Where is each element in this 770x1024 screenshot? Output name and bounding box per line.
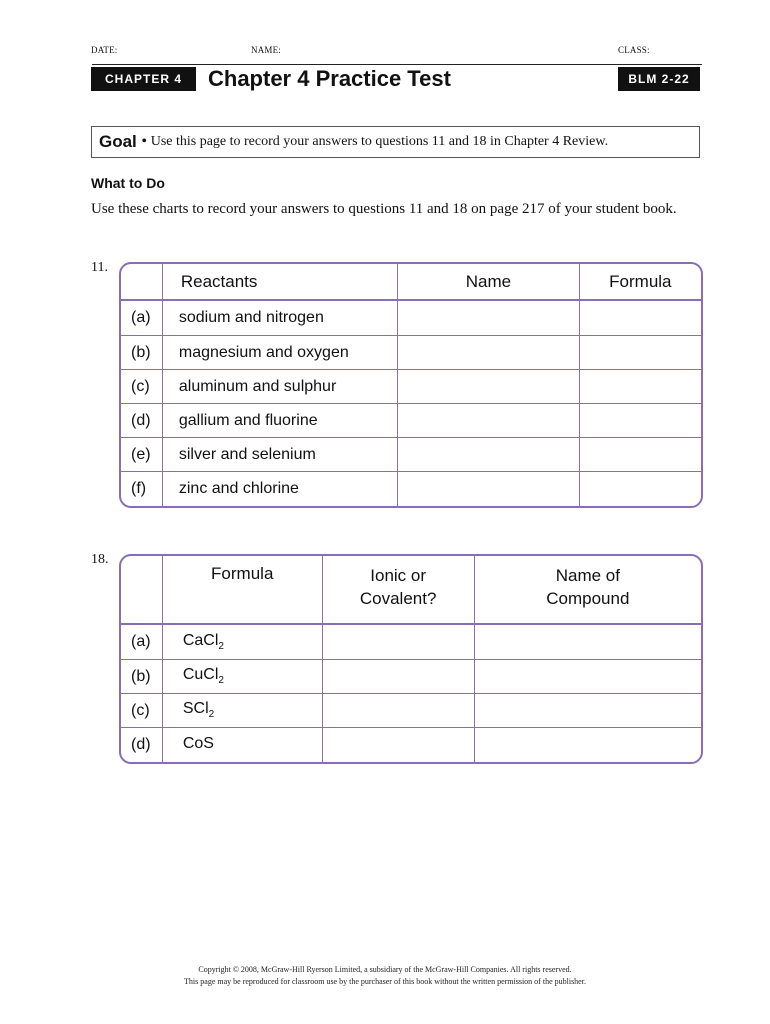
compound-name-answer-cell[interactable] — [475, 660, 701, 694]
blm-tag: BLM 2-22 — [618, 67, 700, 91]
compound-name-answer-cell[interactable] — [475, 625, 701, 660]
row-label: (c) — [121, 370, 163, 404]
formula-text: SCl — [182, 700, 209, 718]
reactants-cell: zinc and chlorine — [163, 472, 398, 506]
reactants-cell: silver and selenium — [163, 438, 398, 472]
formula-answer-cell[interactable] — [580, 404, 701, 438]
formula-subscript: 2 — [208, 709, 215, 721]
permission-line: This page may be reproduced for classroom use by the purchaser of this book without the written permission of the publisher. — [184, 977, 586, 986]
header-rule — [92, 64, 702, 65]
name-answer-cell[interactable] — [398, 336, 579, 370]
formula-text: CuCl — [182, 666, 219, 684]
name-label: NAME: — [251, 45, 281, 55]
row-label: (e) — [121, 438, 163, 472]
table-row — [121, 438, 701, 472]
goal-label: Goal — [99, 132, 137, 151]
formula-cell — [163, 660, 323, 694]
formula-answer-cell[interactable] — [580, 472, 701, 506]
formula-text: CoS — [182, 734, 214, 752]
goal-text: Use this page to record your answers to questions 11 and 18 in Chapter 4 Review. — [150, 134, 609, 149]
page-title: Chapter 4 Practice Test — [208, 66, 451, 91]
row-label: (a) — [121, 301, 163, 336]
table-row — [121, 728, 701, 762]
reactants-cell: sodium and nitrogen — [163, 301, 398, 336]
ionic-or-covalent-header — [323, 556, 475, 625]
reactants-cell: magnesium and oxygen — [163, 336, 398, 370]
goal-box — [91, 126, 700, 158]
question-18-table — [119, 554, 703, 764]
name-answer-cell[interactable] — [398, 370, 579, 404]
table-row — [121, 370, 701, 404]
formula-answer-cell[interactable] — [580, 301, 701, 336]
formula-answer-cell[interactable] — [580, 370, 701, 404]
ionic-covalent-answer-cell[interactable] — [323, 625, 475, 660]
goal-bullet: • — [141, 134, 147, 149]
reactants-header: Reactants — [163, 264, 398, 301]
what-to-do-heading: What to Do — [91, 175, 165, 191]
table-row — [121, 625, 701, 660]
ionic-or-covalent-header-text: Ionic or Covalent? — [359, 566, 437, 608]
formula-subscript: 2 — [218, 641, 224, 653]
name-of-compound-header — [475, 556, 701, 625]
row-label: (b) — [121, 336, 163, 370]
table-row — [121, 404, 701, 438]
name-answer-cell[interactable] — [398, 472, 579, 506]
formula-header: Formula — [580, 264, 701, 301]
name-header: Name — [398, 264, 579, 301]
row-label: (c) — [121, 694, 163, 728]
ionic-covalent-answer-cell[interactable] — [323, 660, 475, 694]
row-label: (f) — [121, 472, 163, 506]
chapter-tag: CHAPTER 4 — [91, 67, 196, 91]
ionic-covalent-answer-cell[interactable] — [323, 694, 475, 728]
formula-subscript: 2 — [218, 675, 224, 687]
question-11-number: 11. — [91, 260, 108, 275]
name-answer-cell[interactable] — [398, 301, 579, 336]
compound-name-answer-cell[interactable] — [475, 694, 701, 728]
date-label: DATE: — [91, 45, 118, 55]
formula-text: CaCl — [182, 631, 219, 649]
formula-answer-cell[interactable] — [580, 438, 701, 472]
row-label: (d) — [121, 404, 163, 438]
compound-name-answer-cell[interactable] — [475, 728, 701, 762]
formula-answer-cell[interactable] — [580, 336, 701, 370]
name-of-compound-header-text: Name of Compound — [546, 566, 630, 608]
formula-header: Formula — [163, 556, 323, 625]
name-answer-cell[interactable] — [398, 404, 579, 438]
table-row — [121, 336, 701, 370]
table-row — [121, 472, 701, 506]
instructions-text: Use these charts to record your answers to questions 11 and 18 on page 217 of your student book. — [91, 201, 677, 217]
table-row — [121, 660, 701, 694]
reactants-cell: gallium and fluorine — [163, 404, 398, 438]
table-row — [121, 301, 701, 336]
row-label: (d) — [121, 728, 163, 762]
formula-cell — [163, 625, 323, 660]
row-label: (a) — [121, 625, 163, 660]
name-answer-cell[interactable] — [398, 438, 579, 472]
formula-cell — [163, 728, 323, 762]
table-row — [121, 694, 701, 728]
ionic-covalent-answer-cell[interactable] — [323, 728, 475, 762]
question-11-table — [119, 262, 703, 508]
row-label: (b) — [121, 660, 163, 694]
table-corner-cell — [121, 264, 163, 301]
reactants-cell: aluminum and sulphur — [163, 370, 398, 404]
table-corner-cell — [121, 556, 163, 625]
copyright-line: Copyright © 2008, McGraw-Hill Ryerson Limited, a subsidiary of the McGraw-Hill Companies. All rights reserved. — [198, 965, 572, 974]
question-18-number: 18. — [91, 552, 109, 567]
formula-cell — [163, 694, 323, 728]
class-label: CLASS: — [618, 45, 650, 55]
